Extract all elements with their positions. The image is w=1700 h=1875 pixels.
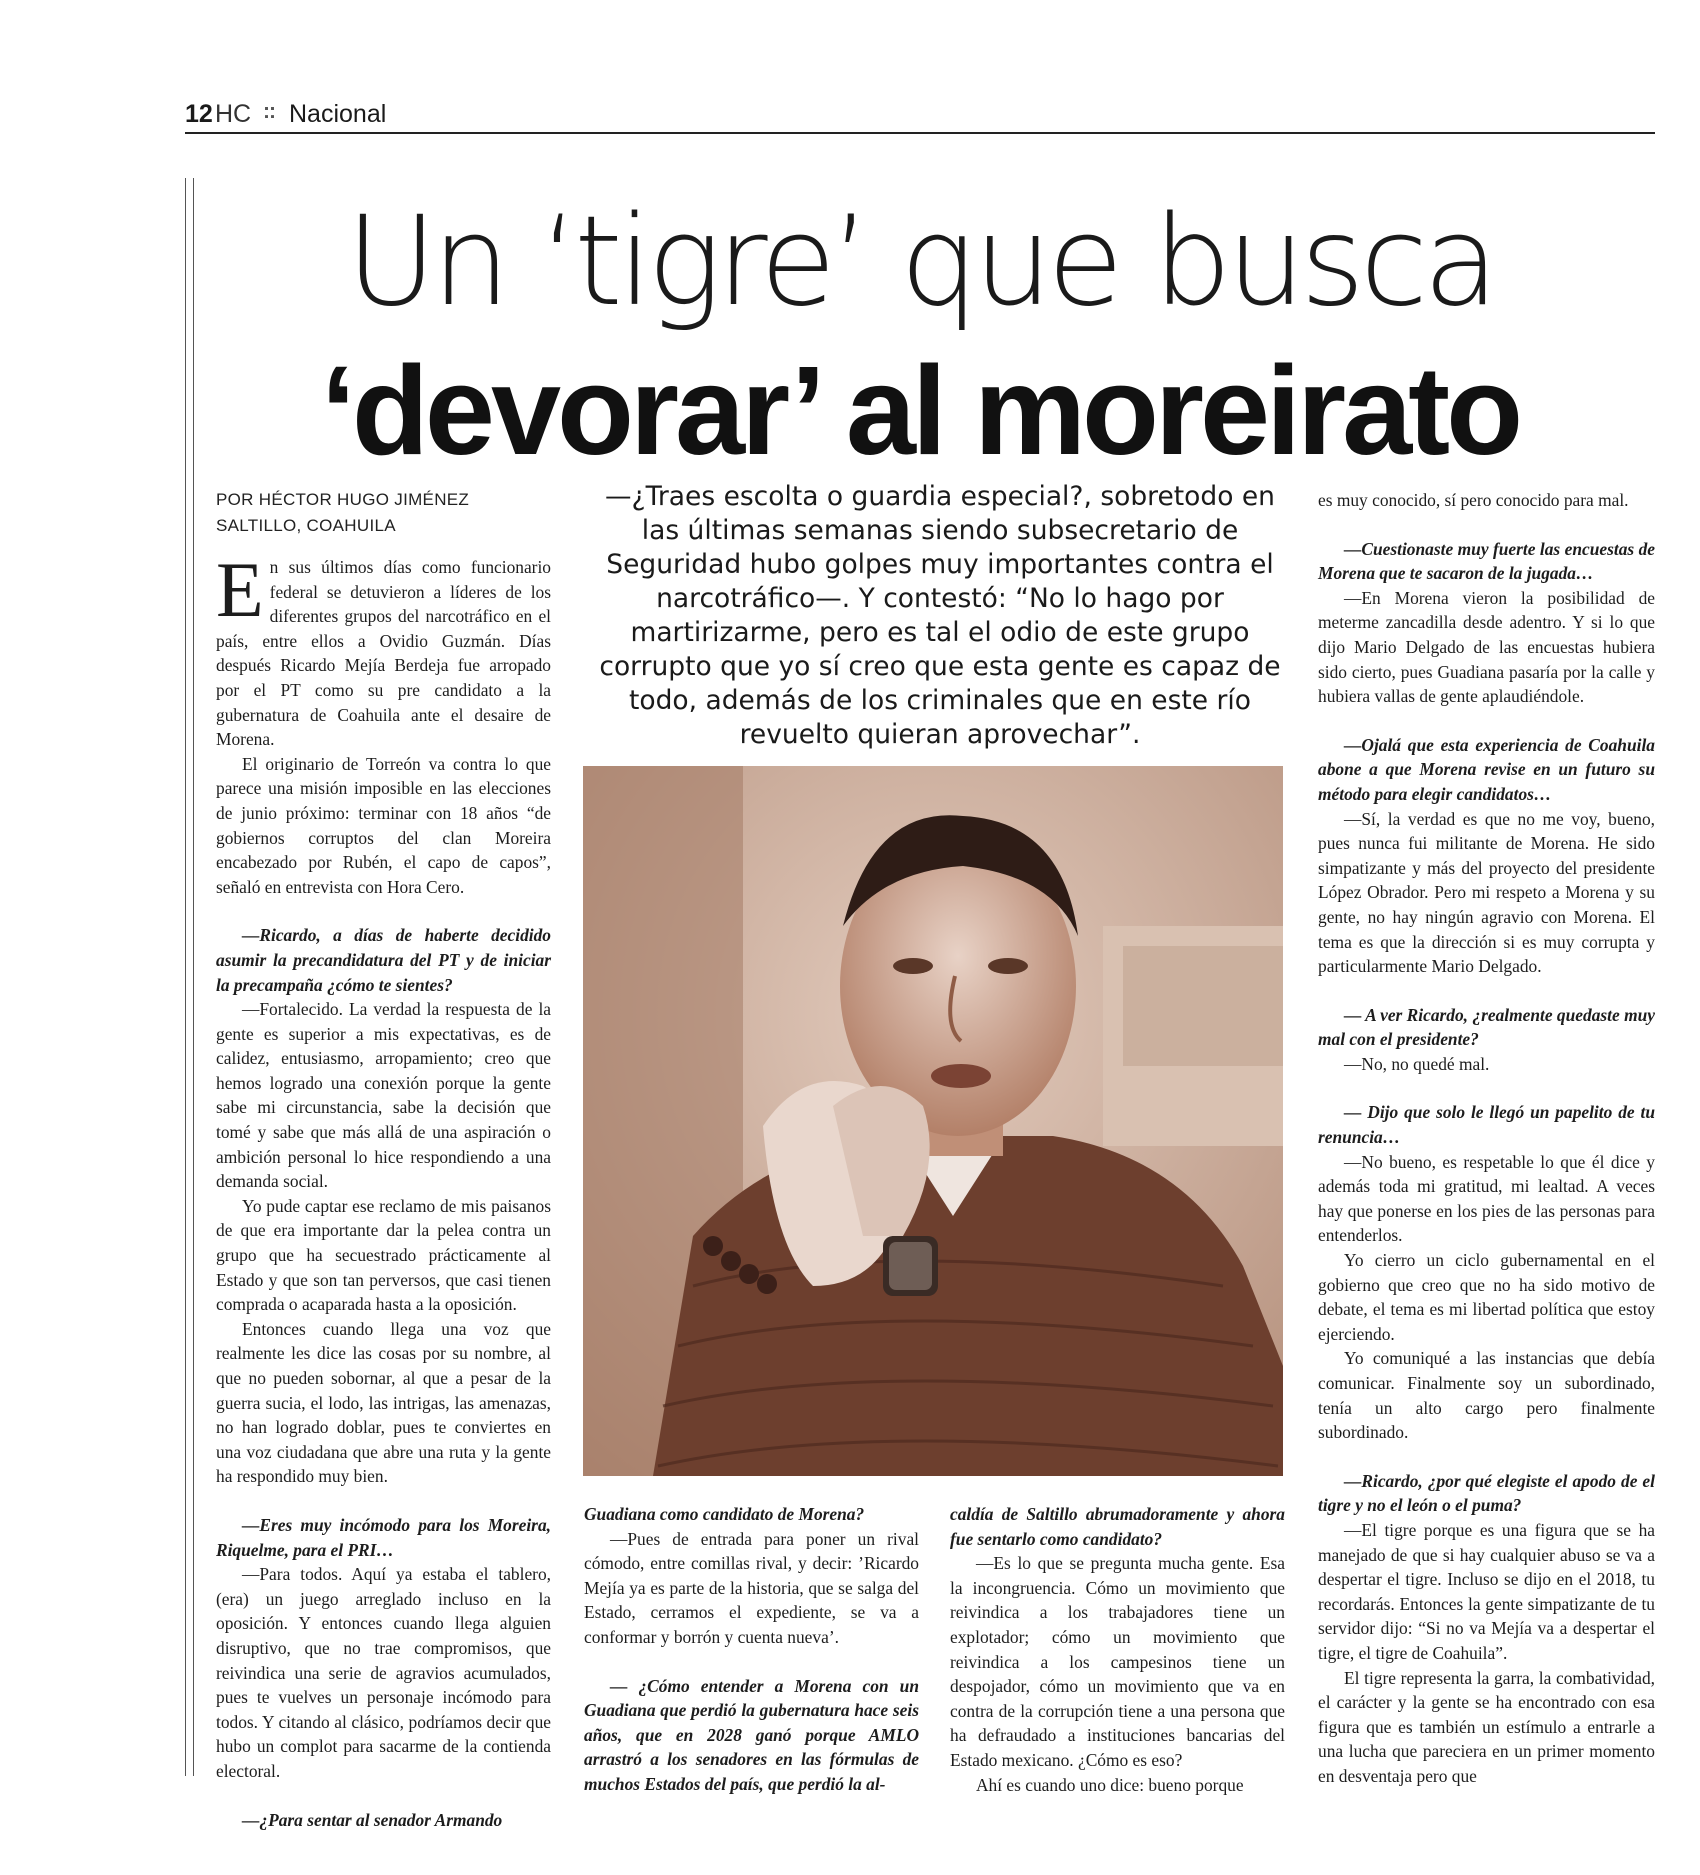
interview-answer: El tigre representa la garra, la combatividad, el carácter y la gente se ha encontrado con esa figura que es también un estímulo a entrarle a una lucha que pareciera en un primer momento en desventaja pero que (1318, 1667, 1655, 1786)
paragraph-continued: es muy conocido, sí pero conocido para mal. (1318, 490, 1629, 510)
interview-answer: —Fortalecido. La verdad la respuesta de la gente es superior a mis expectativas, es de calidez, entusiasmo, arropamiento; creo que hemos logrado una conexión porque la gente sabe mi circunstancia, sabe la decisión que tomé y sabe que más allá de una aspiración o ambición personal lo hice respondiendo a una demanda social. (216, 999, 551, 1192)
article-column-1 (216, 546, 551, 1832)
interview-answer: Yo comuniqué a las instancias que debía comunicar. Finalmente soy un subordinado, tenía un alto cargo pero finalmente subordinado. (1318, 1348, 1655, 1443)
interview-question: —¿Para sentar al senador Armando (242, 1809, 503, 1830)
interview-question: — A ver Ricardo, ¿realmente quedaste muy mal con el presidente? (1318, 1004, 1655, 1050)
paragraph: El originario de Torreón va contra lo que parece una misión imposible en las elecciones de junio próximo: terminar con 18 años “de gobiernos corruptos del clan Moreira encabezado por Rubén, el capo de capos”, señaló en entrevista con Hora Cero. (216, 753, 551, 897)
byline (216, 487, 469, 539)
interview-question: —Ricardo, ¿por qué elegiste el apodo de el tigre y no el león o el puma? (1318, 1470, 1655, 1516)
pull-quote: —¿Traes escolta o guardia especial?, sobretodo en las últimas semanas siendo subsecretario de Seguridad hubo golpes muy importantes contra el narcotráfico—. Y contestó: “No lo hago por martirizarme, pero es tal el odio de este grupo corrupto que yo sí creo que esta gente es capaz de todo, además de los criminales que en este río revuelto quieran aprovechar”. (599, 481, 1281, 750)
interview-answer: Yo cierro un ciclo gubernamental en el gobierno que creo que no ha sido motivo de debate, el tema es mi libertad política que estoy ejerciendo. (1318, 1250, 1655, 1344)
interview-answer: Ahí es cuando uno dice: bueno porque (976, 1774, 1244, 1795)
drop-cap: E (216, 546, 264, 633)
interview-answer: —En Morena vieron la posibilidad de meterme zancadilla desde adentro. Y si lo que dijo Mario Delgado de las encuestas hubiera sido cierto, pues Guadiana pasaría por la calle y hubiera vallas de gente aplaudiéndole. (1318, 587, 1655, 707)
interview-answer: Yo pude captar ese reclamo de mis paisanos de que era importante dar la pelea contra un grupo que ha secuestrado prácticamente al Estado y que son tan perversos, que casi tienen comprada o acaparada hasta a la oposición. (216, 1195, 551, 1315)
byline-author: POR HÉCTOR HUGO JIMÉNEZ (216, 490, 470, 509)
article-column-2 (584, 1502, 919, 1797)
interview-question: — ¿Cómo entender a Morena con un Guadiana que perdió la gubernatura hace seis años, que en 2028 ganó porque AMLO arrastró a los senadores en las fórmulas de muchos Estados del país, que perdió la al- (584, 1675, 919, 1794)
interview-photo (583, 766, 1283, 1476)
interview-answer: —Para todos. Aquí ya estaba el tablero, (era) un juego arreglado incluso en la oposición. Y entonces cuando llega alguien disruptivo, que no trae compromisos, que reivindica una serie de agravios acumulados, pues te vuelves un personaje incómodo para todos. Y citando al clásico, podríamos decir que hubo un complot para sacarme de la contienda electoral. (216, 1564, 551, 1781)
headline-line-2: ‘devorar’ al moreirato (320, 340, 1520, 481)
portrait-illustration (583, 766, 1283, 1476)
byline-location: SALTILLO, COAHUILA (216, 516, 396, 535)
header-separator: :: (263, 100, 275, 123)
interview-question: —Ricardo, a días de haberte decidido asumir la precandidatura del PT y de iniciar la precampaña ¿cómo te sientes? (216, 925, 551, 995)
intro-text: n sus últimos días como funcionario federal se detuvieron a líderes de los diferentes grupos del narcotráfico en el país, entre ellos a Ovidio Guzmán. Días después Ricardo Mejía Berdeja fue arropado por el PT como su pre candidato a la gubernatura de Coahuila ante el desaire de Morena. (216, 557, 551, 750)
interview-question: —Ojalá que esta experiencia de Coahuila abone a que Morena revise en un futuro su método para elegir candidatos… (1318, 734, 1655, 804)
article-column-3 (950, 1502, 1285, 1797)
interview-question: —Eres muy incómodo para los Moreira, Riquelme, para el PRI… (216, 1514, 551, 1560)
headline-line-1: Un ‘tigre’ que busca (345, 190, 1495, 334)
interview-answer: —No bueno, es respetable lo que él dice y además toda mi gratitud, mi lealtad. A veces hay que ponerse en los pies de las personas para entenderlos. (1318, 1151, 1655, 1246)
interview-answer: —Sí, la verdad es que no me voy, bueno, pues nunca fui militante de Morena. He sido simpatizante y más del proyecto del presidente López Obrador. Pero mi respeto a Morena y su gente, no hay ningún agravio con Morena. El tema es que la dirección si es muy corrupta y particularmente Mario Delgado. (1318, 808, 1655, 977)
interview-question-continued: Guadiana como candidato de Morena? (584, 1504, 865, 1524)
section-name: Nacional (289, 100, 387, 128)
page-header (185, 100, 1655, 134)
intro-paragraph (216, 546, 551, 752)
article-column-4 (1318, 488, 1655, 1789)
interview-answer: —El tigre porque es una figura que se ha manejado de que si hay cualquier abuso se va a despertar el tigre. Incluso se dijo en el 2018, tu recordarás. Entonces la gente simpatizante de tu servidor dijo: “Si no va Mejía va a despertar el tigre, el tigre de Coahuila”. (1318, 1519, 1655, 1663)
page-number: 12 (185, 100, 213, 128)
vertical-rule (185, 178, 194, 1776)
publication-name: HC (215, 100, 252, 128)
interview-answer: —No, no quedé mal. (1344, 1053, 1490, 1074)
interview-answer: —Pues de entrada para poner un rival cómodo, entre comillas rival, y decir: ’Ricardo Mejía ya es parte de la historia, que se salga del Estado, cerramos el expediente, se va a conformar y borrón y cuenta nueva’. (584, 1528, 919, 1647)
interview-answer: Entonces cuando llega una voz que realmente les dice las cosas por su nombre, al que no pueden sobornar, al que a pesar de la guerra sucia, el lodo, las intrigas, las amenazas, no han logrado doblar, pues te conviertes en una voz ciudadana que abre una ruta y la gente ha respondido muy bien. (216, 1318, 551, 1487)
interview-question: —Cuestionaste muy fuerte las encuestas de Morena que te sacaron de la jugada… (1318, 538, 1655, 584)
interview-question: — Dijo que solo le llegó un papelito de tu renuncia… (1318, 1102, 1655, 1148)
interview-question-continued: caldía de Saltillo abrumadoramente y ahora fue sentarlo como candidato? (950, 1504, 1285, 1549)
interview-answer: —Es lo que se pregunta mucha gente. Esa la incongruencia. Cómo un movimiento que reivindica a los trabajadores tiene un explotador; cómo un movimiento que reivindica a los campesinos tiene un despojador, cómo un movimiento que va en contra de la corrupción tiene a una persona que ha defraudado a instituciones bancarias del Estado mexicano. ¿Cómo es eso? (950, 1553, 1285, 1770)
